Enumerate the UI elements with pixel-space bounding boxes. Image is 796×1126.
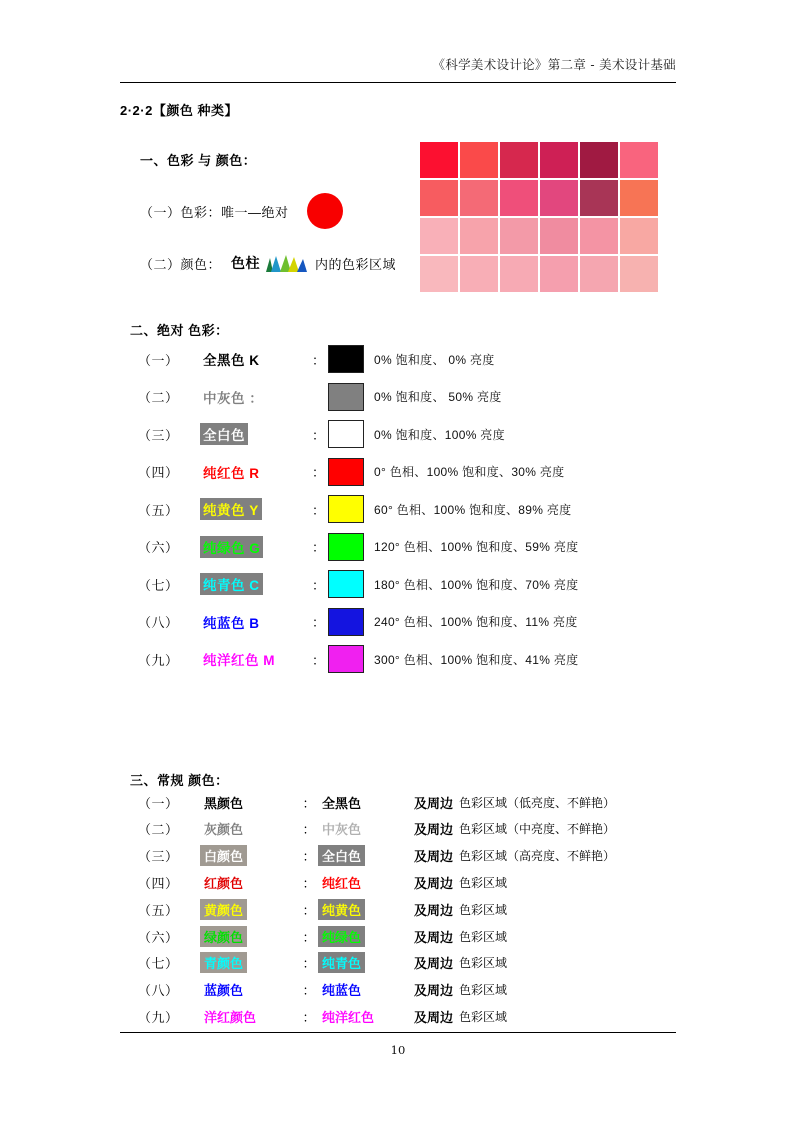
swatch-cell [420, 256, 458, 292]
colon: ： [302, 956, 316, 972]
absolute-colour-reference: 全白色 [318, 845, 414, 866]
regular-colour-name: 黑颜色 [204, 795, 244, 811]
absolute-colour-reference: 全黑色 [322, 795, 362, 811]
regular-colour-row [138, 950, 507, 976]
swatch-cell [500, 180, 538, 216]
row-index: （八） [138, 615, 179, 630]
surrounding-label: 及周边 [414, 849, 454, 865]
colon: ： [312, 352, 326, 368]
row-index: （九） [138, 1009, 179, 1025]
region-description: 色彩区域（高亮度、不鲜艳） [459, 849, 616, 864]
swatch-cell [420, 218, 458, 254]
swatch-cell [420, 142, 458, 178]
region-description: 色彩区域 [459, 929, 508, 944]
absolute-colour-row [138, 607, 578, 637]
page-number: 10 [390, 1043, 406, 1057]
swatch-cell [420, 180, 458, 216]
absolute-colour-row [138, 532, 578, 562]
colon: ： [312, 502, 326, 518]
swatch-cell [460, 142, 498, 178]
regular-colour-row [138, 896, 507, 922]
absolute-colour-reference: 纯洋红色 [322, 1009, 375, 1025]
swatch-cell [460, 180, 498, 216]
part1-row2-strong: 色柱 [231, 255, 261, 271]
swatch-cell [460, 218, 498, 254]
part1-heading: 一、色彩 与 颜色： [140, 153, 257, 168]
row-index: （六） [138, 929, 179, 945]
swatch-grid [420, 142, 658, 292]
regular-colour-row [138, 843, 615, 869]
swatch-cell [540, 180, 578, 216]
row-index: （一） [138, 795, 179, 811]
regular-colour-row [138, 1003, 507, 1029]
swatch-cell [580, 180, 618, 216]
colour-name: 中灰色 ： [203, 390, 264, 406]
regular-colour-row [138, 869, 507, 895]
regular-colour-row [138, 977, 507, 1003]
colour-chip [328, 495, 364, 523]
absolute-colour-row [138, 644, 578, 674]
row-index: （七） [138, 956, 179, 972]
part3-heading: 三、常规 颜色： [130, 773, 229, 788]
pure-red-dot [307, 193, 343, 229]
regular-colour-name: 白颜色 [200, 845, 300, 866]
row-index: （三） [138, 849, 179, 865]
absolute-colour-row [138, 494, 571, 524]
row-index: （七） [138, 577, 179, 593]
part1-row2-prefix: （二）颜色： [140, 256, 222, 272]
colour-values: 0° 色相、100% 饱和度、30% 亮度 [374, 465, 565, 479]
region-description: 色彩区域 [459, 983, 508, 998]
swatch-cell [460, 256, 498, 292]
colour-name: 纯青色 C [200, 573, 312, 595]
swatch-cell [620, 142, 658, 178]
part1-row-colourname [140, 253, 396, 273]
region-description: 色彩区域 [459, 902, 508, 917]
colour-name: 全黑色 K [203, 353, 260, 368]
colour-values: 0% 饱和度、 0% 亮度 [374, 352, 495, 367]
colour-name: 纯红色 R [203, 465, 260, 481]
row-index: （九） [138, 652, 179, 668]
row-index: （四） [138, 875, 179, 891]
region-description: 色彩区域（低亮度、不鲜艳） [459, 795, 616, 810]
regular-colour-name: 洋红颜色 [204, 1009, 257, 1025]
colour-chip [328, 345, 364, 373]
color-cones-icon [265, 253, 309, 273]
surrounding-label: 及周边 [414, 983, 454, 999]
absolute-colour-reference: 中灰色 [322, 822, 362, 838]
colon: ： [302, 849, 316, 865]
colour-values: 0% 饱和度、100% 亮度 [374, 427, 505, 442]
colon: ： [302, 822, 316, 838]
surrounding-label: 及周边 [414, 875, 454, 891]
absolute-colour-reference: 纯绿色 [318, 926, 414, 947]
surrounding-label: 及周边 [414, 956, 454, 972]
colon: ： [302, 875, 316, 891]
colour-values: 180° 色相、100% 饱和度、70% 亮度 [374, 577, 579, 592]
row-index: （五） [138, 902, 179, 918]
absolute-colour-row [138, 569, 578, 599]
regular-colour-name: 绿颜色 [200, 926, 300, 947]
colour-values: 240° 色相、100% 饱和度、11% 亮度 [374, 615, 578, 629]
row-index: （二） [138, 822, 179, 838]
colon: ： [312, 540, 326, 555]
surrounding-label: 及周边 [414, 1009, 454, 1025]
regular-colour-name: 蓝颜色 [204, 983, 244, 999]
absolute-colour-reference: 纯青色 [318, 952, 414, 973]
colour-values: 0% 饱和度、 50% 亮度 [374, 390, 502, 404]
regular-colour-name: 黄颜色 [200, 899, 300, 920]
row-index: （五） [138, 502, 179, 518]
swatch-cell [540, 142, 578, 178]
colon: ： [312, 465, 326, 480]
row-index: （三） [138, 427, 179, 443]
regular-colour-name: 灰颜色 [204, 822, 244, 838]
swatch-cell [620, 218, 658, 254]
absolute-colour-reference: 纯黄色 [318, 899, 414, 920]
part1-row2-tail: 内的色彩区域 [315, 256, 397, 272]
colon: ： [312, 427, 326, 443]
colour-chip [328, 420, 364, 448]
colour-name: 纯洋红色 M [203, 653, 275, 668]
colon: ： [312, 652, 326, 668]
swatch-cell [580, 142, 618, 178]
colon: ： [302, 902, 316, 918]
swatch-cell [580, 256, 618, 292]
colour-chip [328, 645, 364, 673]
colour-chip [328, 570, 364, 598]
footer-divider [120, 1032, 676, 1033]
part1-row-colour: （一）色彩：唯一—绝对 [140, 205, 289, 220]
swatch-cell [500, 218, 538, 254]
colour-chip [328, 383, 364, 411]
regular-colour-row [138, 816, 615, 842]
region-description: 色彩区域（中亮度、不鲜艳） [459, 822, 616, 837]
surrounding-label: 及周边 [414, 929, 454, 945]
colour-chip [328, 458, 364, 486]
absolute-colour-reference: 纯蓝色 [322, 983, 362, 999]
colon: ： [302, 929, 316, 945]
swatch-cell [580, 218, 618, 254]
row-index: （八） [138, 983, 179, 999]
surrounding-label: 及周边 [414, 795, 454, 811]
swatch-cell [500, 142, 538, 178]
colon: ： [302, 983, 316, 999]
colon: ： [302, 1009, 316, 1025]
region-description: 色彩区域 [459, 956, 508, 971]
region-description: 色彩区域 [459, 875, 508, 890]
colour-values: 60° 色相、100% 饱和度、89% 亮度 [374, 502, 572, 517]
row-index: （一） [138, 352, 179, 368]
surrounding-label: 及周边 [414, 822, 454, 838]
colour-name: 纯绿色 G [200, 536, 312, 558]
swatch-cell [620, 180, 658, 216]
absolute-colour-row [138, 457, 564, 487]
row-index: （四） [138, 465, 179, 480]
row-index: （六） [138, 540, 179, 555]
swatch-cell [620, 256, 658, 292]
colour-name: 全白色 [200, 423, 312, 445]
regular-colour-row [138, 923, 507, 949]
colon: ： [312, 577, 326, 593]
row-index: （二） [138, 390, 179, 405]
absolute-colour-row [138, 382, 502, 412]
colour-values: 120° 色相、100% 饱和度、59% 亮度 [374, 540, 579, 554]
header-divider [120, 82, 676, 83]
swatch-cell [540, 256, 578, 292]
regular-colour-name: 红颜色 [204, 875, 244, 891]
swatch-cell [540, 218, 578, 254]
part2-heading: 二、绝对 色彩： [130, 323, 229, 338]
colon: ： [302, 795, 316, 811]
colour-chip [328, 533, 364, 561]
regular-colour-row [138, 789, 615, 815]
page-header: 《科学美术设计论》第二章 - 美术设计基础 [432, 57, 676, 72]
absolute-colour-row [138, 419, 505, 449]
region-description: 色彩区域 [459, 1009, 508, 1024]
colour-name: 纯蓝色 B [203, 615, 260, 631]
colour-chip [328, 608, 364, 636]
swatch-cell [500, 256, 538, 292]
absolute-colour-row [138, 344, 495, 374]
regular-colour-name: 青颜色 [200, 952, 300, 973]
section-title: 2·2·2【颜色 种类】 [120, 103, 238, 118]
colon: ： [312, 615, 326, 630]
colour-values: 300° 色相、100% 饱和度、41% 亮度 [374, 652, 579, 667]
colour-name: 纯黄色 Y [200, 498, 312, 520]
absolute-colour-reference: 纯红色 [322, 875, 362, 891]
surrounding-label: 及周边 [414, 902, 454, 918]
